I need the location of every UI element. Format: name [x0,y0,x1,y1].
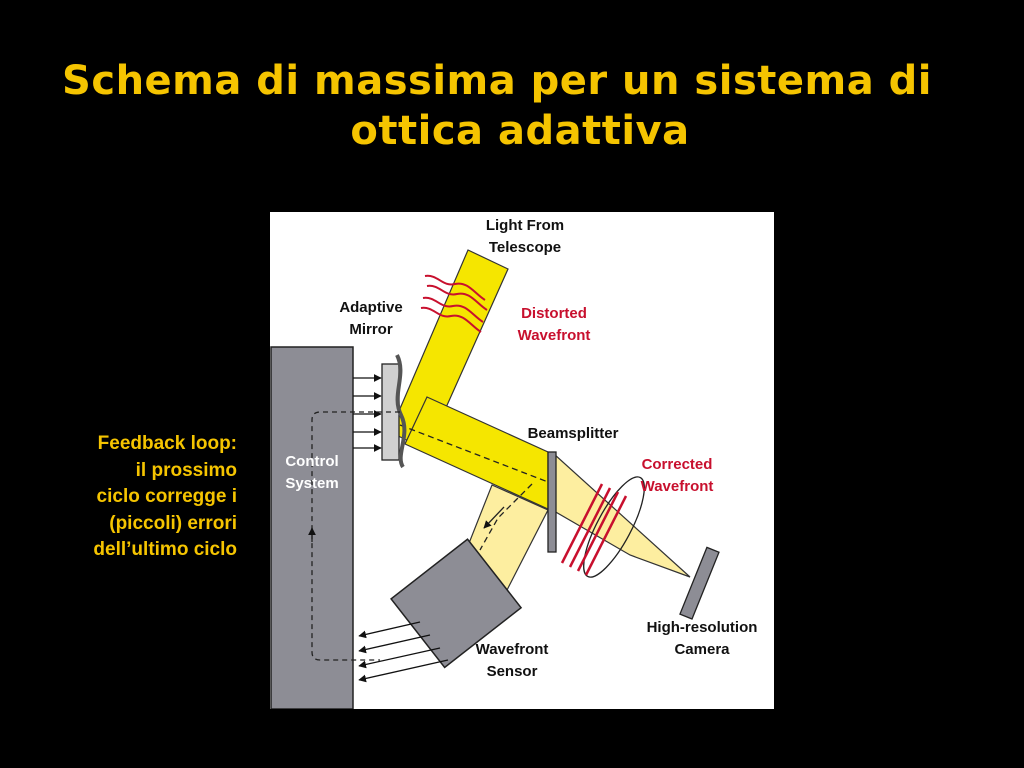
label-distorted-wavefront-line1: Distorted [521,305,587,322]
label-control-system-line1: Control [285,453,339,470]
label-high-resolution-camera-line1: High-resolution [646,619,758,636]
diagram-canvas [270,212,774,709]
label-wavefront-sensor-line1: Wavefront [475,641,549,658]
label-control-system-line2: System [285,475,339,492]
label-adaptive-mirror-line2: Mirror [349,321,393,338]
label-high-resolution-camera-line2: Camera [674,641,730,658]
adaptive-optics-diagram [270,212,774,709]
label-wavefront-sensor-line2: Sensor [486,663,538,680]
feedback-loop-note [7,431,237,564]
label-beamsplitter: Beamsplitter [527,425,619,442]
label-adaptive-mirror-line1: Adaptive [339,299,403,316]
high-resolution-camera [680,547,719,619]
label-light-from-telescope-line1: Light From [485,217,565,234]
slide-title [0,56,1024,156]
label-corrected-wavefront-line1: Corrected [641,456,713,473]
label-light-from-telescope-line2: Telescope [488,239,562,256]
feedback-note-line: dell’ultimo ciclo [93,539,237,560]
feedback-note-line: ciclo corregge i [96,486,237,507]
reflected-beam [405,397,548,509]
feedback-note-line: Feedback loop: [97,433,237,454]
label-corrected-wavefront-line2: Wavefront [640,478,714,495]
mirror-control-arrows [353,378,381,448]
label-distorted-wavefront-line2: Wavefront [517,327,591,344]
beamsplitter-plate [548,452,556,552]
feedback-note-line: il prossimo [135,459,237,481]
slide-title-line-1: Schema di massima per un sistema di [62,58,932,104]
slide-title-line-2: ottica adattiva [350,108,690,154]
feedback-note-line: (piccoli) errori [109,512,237,534]
